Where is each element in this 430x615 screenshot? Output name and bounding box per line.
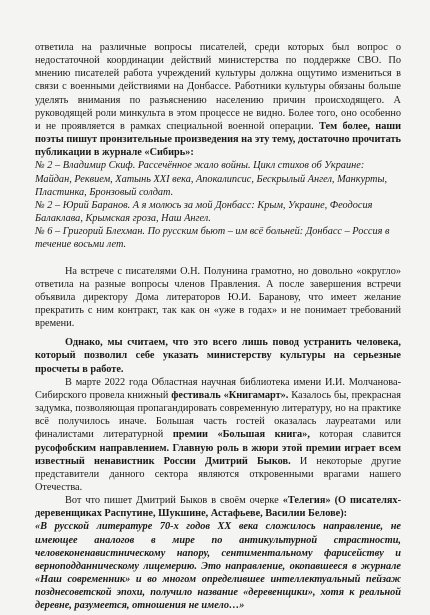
paragraph-festival [35, 376, 401, 494]
list-item: № 2 – Юрий Баранов. А я молюсь за мой Донбасс: Крым, Украине, Феодосия Балаклава, Крымская гроза, Наш Ангел. [35, 199, 373, 225]
festival-text-4: И некоторые другие представители данного сектора являются откровенными врагами нашего Отечества. [35, 455, 402, 493]
paragraph-opinion: Однако, мы считаем, что это всего лишь повод устранить человека, который позволил себе указать министерству культуры на серьезные просчеты в работе. [35, 337, 401, 375]
festival-name: фестиваль «Книгамарт». [171, 389, 289, 401]
quote-block: «В русской литературе 70-х годов XX века сложилось направление, не имеющее аналогов в мире по антикультурной страстности, человеконенавистническому напору, сентиментальному фарисейству и верноподданническому лицемерию. Это направление, окопавшееся в журнале «Наш современник» и во многом определившее интеллектуальный пейзаж позднесоветской эпохи, получило название «деревенщики», хотя к реальной деревне, разумеется, отношения не имело…» [35, 521, 401, 612]
festival-text-2: Казалось бы, прекрасная задумка, позволяющая пропагандировать современную литературу, но на практике всё получилось иначе. Большая часть гостей оказалась лауреатами или финалистами литературной [35, 389, 401, 441]
festival-bold-statement: русофобским направлением. Главную роль в жюри этой премии играет всем известный ненавистник России Дмитрий Быков. [35, 442, 401, 467]
paragraph-intro-bold: Тем более, наши поэты пишут пронзительные произведения на эту тему, достаточно прочитать публикации в журнале «Сибирь»: [35, 120, 402, 159]
bykov-text: Вот что пишет Дмитрий Быков в своём очерке [65, 495, 283, 507]
prize-name: премии «Большая книга», [172, 429, 310, 441]
paragraph-intro [35, 41, 401, 159]
paragraph-intro-text: ответила на различные вопросы писателей, среди которых был вопрос о недостаточной координации действий министерства по поддержке СВО. По мнению писателей работа учреждений культуры должна ощутимо измениться в связи с военными действиями на Донбассе. Работники культуры обязаны больше уделять внимания по разъяснению населению причин происходящего. А руководящей роли минкульта в этом процессе не видно. Более того, оно особенно и не проявляется в рамках специальной военной операции. [35, 42, 401, 132]
paragraph-bykov [35, 494, 401, 520]
festival-text-1: В марте 2022 года Областная научная библиотека имени И.И. Молчанова-Сибирского провела книжный [35, 376, 401, 401]
list-item: № 2 – Владимир Скиф. Рассечённое жало войны. Цикл стихов об Украине: Майдан, Реквием, Хатынь XXI века, Апокалипсис, Бескрылый Ангел, Манкурты, Пластинка, Бронзовый солдат. [35, 160, 388, 198]
paragraph-meeting: На встрече с писателями О.Н. Полунина грамотно, но довольно «округло» ответила на разные вопросы членов Правления. А после завершения встречи объявила директору Дома литераторов Ю.И. Баранову, что имеет желание прекратить с ним контракт, так как он «уже в годах» и не понимает требований времени. [35, 265, 401, 330]
festival-text-3: которая славится [309, 429, 401, 441]
bykov-essay-title: «Телегия» (О писателях-деревенщиках Распутине, Шукшине, Астафьеве, Василии Белове): [35, 495, 401, 520]
list-item: № 6 – Григорий Блехман. По русским бьют – им всё больней: Донбасс – Россия в течение восьми лет. [35, 226, 390, 251]
